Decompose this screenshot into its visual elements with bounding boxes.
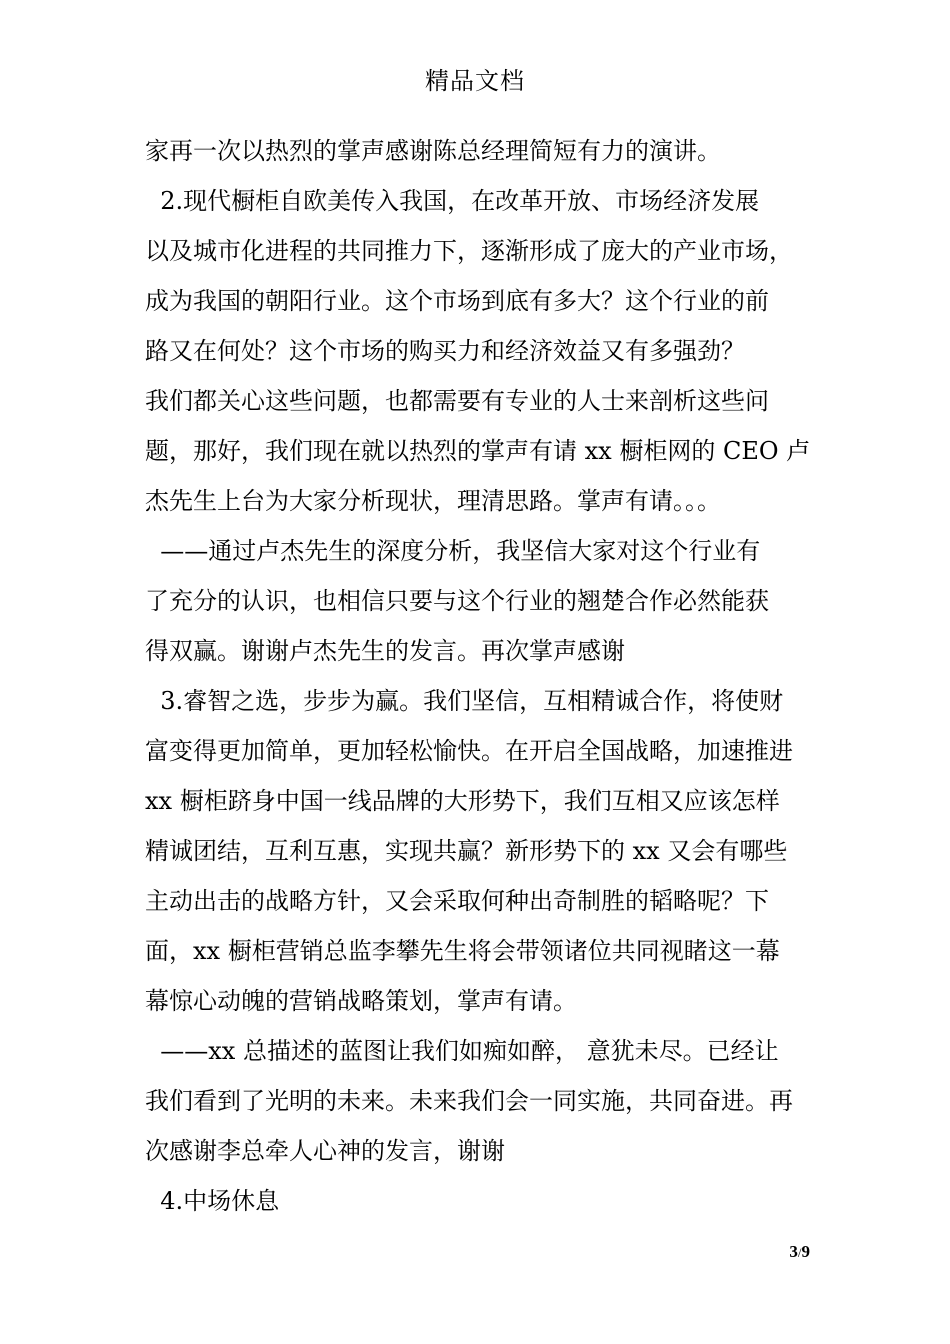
text-line: 幕惊心动魄的营销战略策划，掌声有请。 bbox=[145, 987, 577, 1015]
text-line: 杰先生上台为大家分析现状，理清思路。掌声有请。。。 bbox=[145, 487, 721, 515]
text-line: 成为我国的朝阳行业。这个市场到底有多大？这个行业的前 bbox=[145, 287, 769, 315]
text-line: 富变得更加简单，更加轻松愉快。在开启全国战略，加速推进 bbox=[145, 737, 793, 765]
page-header-title: 精品文档 bbox=[425, 67, 525, 95]
page-separator: / bbox=[797, 1245, 802, 1260]
text-line: 面，xx 橱柜营销总监李攀先生将会带领诸位共同视睹这一幕 bbox=[145, 937, 780, 965]
text-line: 精诚团结，互利互惠，实现共赢？新形势下的 xx 又会有哪些 bbox=[145, 837, 788, 865]
text-line: ——xx 总描述的蓝图让我们如痴如醉， 意犹未尽。已经让 bbox=[145, 1037, 779, 1065]
page-number bbox=[720, 1240, 810, 1265]
text-line: 主动出击的战略方针，又会采取何种出奇制胜的韬略呢？下 bbox=[145, 887, 769, 915]
current-page: 3 bbox=[789, 1242, 798, 1261]
text-line: 次感谢李总牵人心神的发言，谢谢 bbox=[145, 1137, 505, 1165]
total-pages: 9 bbox=[801, 1242, 810, 1261]
text-line: 2.现代橱柜自欧美传入我国，在改革开放、市场经济发展 bbox=[145, 187, 760, 215]
text-line: 3.睿智之选，步步为赢。我们坚信，互相精诚合作，将使财 bbox=[145, 687, 784, 715]
text-line: 了充分的认识，也相信只要与这个行业的翘楚合作必然能获 bbox=[145, 587, 769, 615]
text-line: 题，那好，我们现在就以热烈的掌声有请 xx 橱柜网的 CEO 卢 bbox=[145, 437, 810, 465]
text-line: 以及城市化进程的共同推力下，逐渐形成了庞大的产业市场， bbox=[145, 237, 793, 265]
text-line: 得双赢。谢谢卢杰先生的发言。再次掌声感谢 bbox=[145, 637, 625, 665]
text-line: 4.中场休息 bbox=[145, 1187, 280, 1215]
text-line: 我们都关心这些问题，也都需要有专业的人士来剖析这些问 bbox=[145, 387, 769, 415]
text-line: ——通过卢杰先生的深度分析，我坚信大家对这个行业有 bbox=[145, 537, 761, 565]
text-line: 我们看到了光明的未来。未来我们会一同实施，共同奋进。再 bbox=[145, 1087, 793, 1115]
text-line: xx 橱柜跻身中国一线品牌的大形势下，我们互相又应该怎样 bbox=[145, 787, 780, 815]
text-line: 路又在何处？这个市场的购买力和经济效益又有多强劲？ bbox=[145, 337, 745, 365]
text-line: 家再一次以热烈的掌声感谢陈总经理简短有力的演讲。 bbox=[145, 137, 721, 165]
document-body bbox=[145, 126, 810, 1226]
